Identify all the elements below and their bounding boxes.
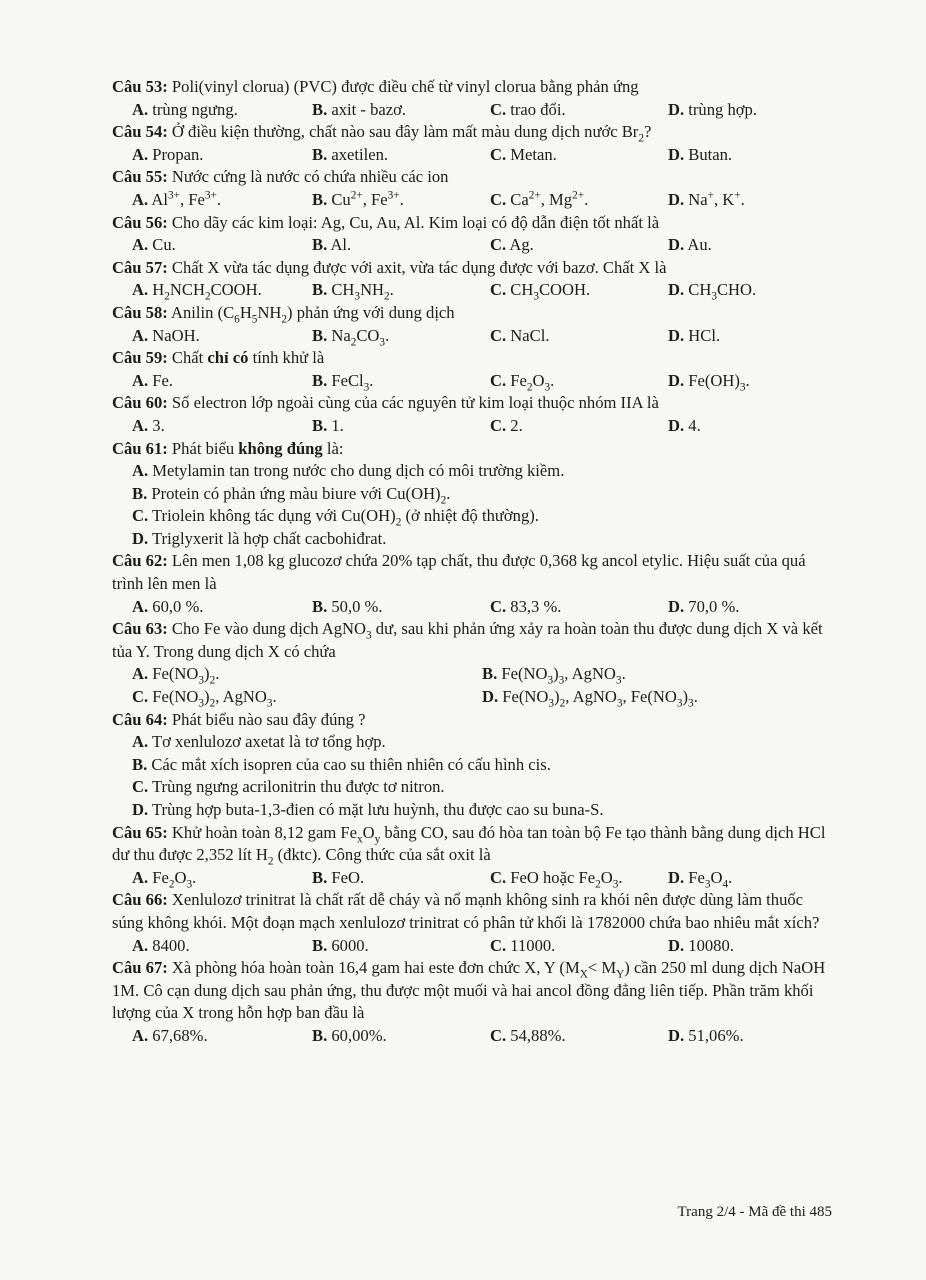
- option-label: D.: [668, 1025, 685, 1045]
- option-text: 3.: [148, 415, 165, 435]
- answer-option: [668, 144, 828, 167]
- option-label: D.: [668, 280, 685, 300]
- option-label: D.: [132, 528, 149, 548]
- question-text: Khử hoàn toàn 8,12 gam $Fe_xO_y$ bằng CO, sau đó hòa tan toàn bộ Fe tạo thành bằng dung dịch HCl dư thu được 2,352 lít $H_2$ (đktc). Công thức của sắt oxit là: [112, 822, 826, 868]
- option-label: B.: [312, 867, 328, 887]
- question-3: [112, 212, 832, 257]
- answer-option: [668, 370, 828, 393]
- option-text: HCl.: [684, 325, 721, 345]
- option-label: A.: [132, 415, 149, 435]
- question-stem: [112, 438, 832, 461]
- answer-option: [312, 234, 490, 257]
- options-row: [112, 144, 832, 167]
- question-14: [112, 957, 832, 1047]
- question-stem: [112, 76, 832, 99]
- answer-option: [668, 99, 828, 122]
- option-text: Trùng hợp buta-1,3-đien có mặt lưu huỳnh, thu được cao su buna-S.: [148, 800, 604, 819]
- option-text: axetilen.: [327, 144, 389, 164]
- answer-option: [132, 686, 482, 709]
- option-text: Trùng ngưng acrilonitrin thu được tơ nitron.: [148, 777, 445, 797]
- options-row: [112, 370, 832, 393]
- option-label: C.: [490, 235, 507, 255]
- options-row: [112, 935, 832, 958]
- option-label: C.: [490, 415, 507, 435]
- question-5: [112, 302, 832, 347]
- option-text: 60,00%.: [327, 1025, 387, 1045]
- options-row: [112, 415, 832, 438]
- answer-option: [490, 370, 668, 393]
- answer-option: [312, 325, 490, 348]
- option-text: Propan.: [148, 144, 204, 164]
- answer-option: [132, 189, 312, 212]
- option-text: 2.: [506, 415, 523, 435]
- answer-option: [668, 325, 828, 348]
- option-label: C.: [490, 99, 507, 119]
- options-row: [112, 99, 832, 122]
- option-label: C.: [490, 935, 507, 955]
- option-label: A.: [132, 596, 149, 616]
- question-number: Câu 55:: [112, 167, 168, 187]
- option-text: FeO.: [327, 867, 365, 887]
- question-stem: [112, 392, 832, 415]
- option-text: FeCl$_3$.: [327, 370, 374, 394]
- answer-option: [132, 867, 312, 890]
- question-13: [112, 889, 832, 957]
- answer-option: [132, 596, 312, 619]
- answer-option: [112, 483, 832, 506]
- answer-option: [490, 279, 668, 302]
- question-text: Phát biểu không đúng là:: [167, 438, 344, 458]
- option-label: B.: [312, 189, 328, 209]
- answer-option: [112, 776, 832, 799]
- option-text: Ag.: [506, 235, 534, 255]
- option-label: B.: [482, 664, 498, 684]
- question-number: Câu 54:: [112, 122, 168, 142]
- option-text: 10080.: [684, 935, 734, 955]
- answer-option: [312, 867, 490, 890]
- option-label: C.: [490, 867, 507, 887]
- option-text: Tơ xenlulozơ axetat là tơ tổng hợp.: [148, 732, 386, 752]
- question-stem: [112, 212, 832, 235]
- question-text: Chất chỉ có tính khử là: [167, 348, 325, 368]
- question-stem: [112, 347, 832, 370]
- question-4: [112, 257, 832, 302]
- option-text: $CH_3CHO$.: [684, 280, 757, 303]
- answer-option: [112, 731, 832, 754]
- options-row: [112, 279, 832, 302]
- answer-option: [112, 754, 832, 777]
- question-number: Câu 61:: [112, 438, 168, 458]
- option-text: 67,68%.: [148, 1025, 208, 1045]
- question-number: Câu 58:: [112, 302, 168, 322]
- question-stem: [112, 618, 832, 663]
- answer-option: [490, 144, 668, 167]
- question-stem: [112, 166, 832, 189]
- option-label: B.: [312, 280, 328, 300]
- question-1: [112, 121, 832, 166]
- question-text: Phát biểu nào sau đây đúng ?: [167, 709, 366, 729]
- option-label: C.: [132, 777, 149, 797]
- option-label: D.: [668, 99, 685, 119]
- question-12: [112, 822, 832, 890]
- answer-option: [312, 935, 490, 958]
- answer-option: [482, 663, 832, 686]
- option-text: $CH_3COOH$.: [506, 280, 591, 303]
- option-text: Protein có phản ứng màu biure với $Cu(OH)_2$.: [147, 483, 451, 506]
- answer-option: [312, 144, 490, 167]
- option-label: D.: [668, 189, 685, 209]
- option-text: 54,88%.: [506, 1025, 566, 1045]
- answer-option: [490, 867, 668, 890]
- option-text: Fe.: [148, 370, 174, 390]
- option-text: $Fe(NO_3)_3$, AgNO$_3$.: [497, 664, 626, 687]
- option-label: D.: [482, 687, 499, 707]
- option-label: D.: [668, 144, 685, 164]
- option-text: 6000.: [327, 935, 369, 955]
- option-label: B.: [312, 370, 328, 390]
- answer-option: [668, 867, 828, 890]
- option-label: C.: [132, 687, 149, 707]
- options-row: [112, 867, 832, 890]
- answer-option: [132, 1025, 312, 1048]
- option-text: 50,0 %.: [327, 596, 383, 616]
- question-number: Câu 66:: [112, 890, 168, 910]
- option-label: B.: [312, 935, 328, 955]
- question-text: Nước cứng là nước có chứa nhiều các ion: [167, 167, 449, 187]
- option-text: 11000.: [506, 935, 556, 955]
- option-text: $Al^{3+}$, $Fe^{3+}$.: [148, 189, 222, 209]
- answer-option: [132, 234, 312, 257]
- option-text: 1.: [327, 415, 344, 435]
- answer-option: [490, 596, 668, 619]
- option-text: trùng ngưng.: [148, 99, 238, 119]
- option-label: B.: [312, 325, 328, 345]
- answer-option: [132, 370, 312, 393]
- option-text: $Fe_2O_3$.: [148, 867, 197, 891]
- option-label: A.: [132, 461, 149, 481]
- option-text: trao đổi.: [506, 99, 566, 119]
- option-label: C.: [490, 144, 507, 164]
- option-text: Metylamin tan trong nước cho dung dịch có môi trường kiềm.: [148, 461, 565, 481]
- option-text: Na+, K+.: [684, 189, 745, 209]
- option-label: B.: [312, 144, 328, 164]
- option-text: axit - bazơ.: [327, 99, 407, 119]
- options-row: [112, 663, 832, 686]
- question-number: Câu 65:: [112, 822, 168, 842]
- answer-option: [312, 596, 490, 619]
- options-row: [112, 234, 832, 257]
- option-label: B.: [312, 596, 328, 616]
- question-text: Cho Fe vào dung dịch AgNO$_3$ dư, sau khi phản ứng xảy ra hoàn toàn thu được dung dịch X và kết tủa Y. Trong dung dịch X có chứa: [112, 619, 823, 661]
- option-label: D.: [668, 415, 685, 435]
- answer-option: [132, 663, 482, 686]
- answer-option: [668, 189, 828, 212]
- question-number: Câu 57:: [112, 257, 168, 277]
- option-label: D.: [668, 235, 685, 255]
- answer-option: [112, 799, 832, 822]
- option-text: $Fe(NO_3)_2$.: [148, 664, 220, 687]
- question-2: [112, 166, 832, 211]
- answer-option: [668, 1025, 828, 1048]
- option-text: Metan.: [506, 144, 557, 164]
- option-text: trùng hợp.: [684, 99, 757, 119]
- option-label: C.: [490, 280, 507, 300]
- answer-option: [490, 99, 668, 122]
- question-stem: [112, 121, 832, 144]
- option-label: C.: [132, 506, 149, 526]
- question-7: [112, 392, 832, 437]
- question-number: Câu 63:: [112, 619, 168, 639]
- option-text: Triglyxerit là hợp chất cacbohiđrat.: [148, 528, 387, 548]
- option-text: Triolein không tác dụng với $Cu(OH)_2$ (ở nhiệt độ thường).: [148, 506, 539, 529]
- question-stem: [112, 550, 832, 595]
- option-text: Au.: [684, 235, 712, 255]
- option-label: C.: [490, 189, 507, 209]
- question-text: Xà phòng hóa hoàn toàn 16,4 gam hai este đơn chức X, Y $(M_X< M_Y)$ cần 250 ml dung dịch NaOH 1M. Cô cạn dung dịch sau phản ứng, thu được một muối và hai ancol đồng đẳng liên tiếp. Phần trăm khối lượng của X trong hỗn hợp ban đầu là: [112, 958, 826, 1023]
- options-row: [112, 686, 832, 709]
- answer-option: [490, 935, 668, 958]
- option-label: B.: [312, 1025, 328, 1045]
- option-text: 83,3 %.: [506, 596, 562, 616]
- question-10: [112, 618, 832, 708]
- answer-option: [132, 279, 312, 302]
- option-text: Butan.: [684, 144, 733, 164]
- exam-page: [112, 76, 832, 1048]
- answer-option: [668, 279, 828, 302]
- answer-option: [132, 325, 312, 348]
- option-text: Cu.: [148, 235, 176, 255]
- answer-option: [490, 325, 668, 348]
- option-label: C.: [490, 596, 507, 616]
- option-label: A.: [132, 732, 149, 752]
- answer-option: [132, 99, 312, 122]
- question-number: Câu 64:: [112, 709, 168, 729]
- option-text: NaOH.: [148, 325, 200, 345]
- page-footer: Trang 2/4 - Mã đề thi 485: [677, 1204, 832, 1220]
- question-stem: [112, 822, 832, 867]
- options-row: [112, 596, 832, 619]
- options-row: [112, 189, 832, 212]
- question-text: Xenlulozơ trinitrat là chất rất dễ cháy và nổ mạnh không sinh ra khói nên được dùng làm thuốc súng không khói. Một đoạn mạch xenlulozơ trinitrat có phân tử khối là 1782000 chứa bao nhiêu mắt xích?: [112, 890, 820, 932]
- answer-option: [132, 935, 312, 958]
- option-label: D.: [668, 370, 685, 390]
- option-label: A.: [132, 370, 149, 390]
- options-row: [112, 325, 832, 348]
- answer-option: [112, 528, 832, 551]
- question-number: Câu 60:: [112, 393, 168, 413]
- option-text: $Cu^{2+}$, $Fe^{3+}$.: [327, 189, 404, 209]
- option-text: $Fe_2O_3$.: [506, 370, 555, 394]
- question-number: Câu 56:: [112, 212, 168, 232]
- option-text: 60,0 %.: [148, 596, 204, 616]
- option-text: $Fe(OH)_3$.: [684, 370, 750, 394]
- question-0: [112, 76, 832, 121]
- option-label: A.: [132, 99, 149, 119]
- option-label: C.: [490, 370, 507, 390]
- question-text: Chất X vừa tác dụng được với axit, vừa tác dụng được với bazơ. Chất X là: [167, 257, 667, 277]
- question-11: [112, 709, 832, 822]
- answer-option: [668, 596, 828, 619]
- answer-option: [312, 99, 490, 122]
- option-text: 8400.: [148, 935, 190, 955]
- question-6: [112, 347, 832, 392]
- option-label: B.: [312, 99, 328, 119]
- answer-option: [312, 415, 490, 438]
- option-text: 51,06%.: [684, 1025, 744, 1045]
- answer-option: [668, 415, 828, 438]
- question-stem: [112, 257, 832, 280]
- options-row: [112, 1025, 832, 1048]
- question-stem: [112, 957, 832, 1025]
- answer-option: [132, 144, 312, 167]
- answer-option: [668, 234, 828, 257]
- option-label: C.: [490, 1025, 507, 1045]
- option-label: A.: [132, 935, 149, 955]
- option-text: Al.: [327, 235, 352, 255]
- option-label: D.: [132, 800, 149, 819]
- option-label: B.: [312, 415, 328, 435]
- answer-option: [112, 505, 832, 528]
- answer-option: [490, 234, 668, 257]
- question-text: Lên men 1,08 kg glucozơ chứa 20% tạp chất, thu được 0,368 kg ancol etylic. Hiệu suất của quá trình lên men là: [112, 551, 806, 594]
- question-number: Câu 53:: [112, 77, 168, 96]
- answer-option: [490, 415, 668, 438]
- question-text: Số electron lớp ngoài cùng của các nguyên tử kim loại thuộc nhóm IIA là: [167, 393, 659, 413]
- answer-option: [132, 415, 312, 438]
- question-8: [112, 438, 832, 551]
- answer-option: [312, 189, 490, 212]
- question-number: Câu 67:: [112, 958, 168, 978]
- option-text: $Na_2CO_3$.: [327, 325, 390, 348]
- option-label: D.: [668, 867, 685, 887]
- answer-option: [312, 1025, 490, 1048]
- question-9: [112, 550, 832, 618]
- question-stem: [112, 302, 832, 325]
- question-stem: [112, 709, 832, 732]
- option-label: A.: [132, 1025, 149, 1045]
- option-label: A.: [132, 144, 149, 164]
- option-label: A.: [132, 325, 149, 345]
- option-label: A.: [132, 664, 149, 684]
- option-text: 70,0 %.: [684, 596, 740, 616]
- answer-option: [312, 279, 490, 302]
- option-label: A.: [132, 280, 149, 300]
- option-label: D.: [668, 325, 685, 345]
- option-text: FeO hoặc $Fe_2O_3$.: [506, 867, 623, 891]
- option-label: B.: [312, 235, 328, 255]
- option-text: $Fe(NO_3)_2$, AgNO$_3$, $Fe(NO_3)_3$.: [498, 687, 698, 710]
- option-label: C.: [490, 325, 507, 345]
- option-label: B.: [132, 483, 148, 503]
- question-text: Anilin $(C_6H_5NH_2)$ phản ứng với dung dịch: [167, 302, 455, 326]
- option-text: $Fe(NO_3)_2$, AgNO$_3$.: [148, 687, 277, 710]
- question-stem: [112, 889, 832, 934]
- answer-option: [482, 686, 832, 709]
- answer-option: [112, 460, 832, 483]
- option-label: A.: [132, 189, 149, 209]
- answer-option: [668, 935, 828, 958]
- option-text: $H_2NCH_2COOH$.: [148, 280, 262, 303]
- option-text: 4.: [684, 415, 701, 435]
- answer-option: [312, 370, 490, 393]
- option-text: NaCl.: [506, 325, 550, 345]
- option-label: B.: [132, 754, 148, 774]
- answer-option: [490, 1025, 668, 1048]
- question-text: Poli(vinyl clorua) (PVC) được điều chế từ vinyl clorua bằng phản ứng: [167, 77, 639, 96]
- option-label: D.: [668, 935, 685, 955]
- question-number: Câu 62:: [112, 551, 168, 571]
- option-label: A.: [132, 235, 149, 255]
- option-text: Các mắt xích isopren của cao su thiên nhiên có cấu hình cis.: [147, 754, 551, 774]
- option-label: A.: [132, 867, 149, 887]
- option-label: D.: [668, 596, 685, 616]
- option-text: $Ca^{2+}$, $Mg^{2+}$.: [506, 189, 589, 209]
- question-number: Câu 59:: [112, 348, 168, 368]
- option-text: $Fe_3O_4$.: [684, 867, 733, 891]
- question-text: Ở điều kiện thường, chất nào sau đây làm mất màu dung dịch nước $Br_2$?: [167, 122, 652, 145]
- answer-option: [490, 189, 668, 212]
- question-text: Cho dãy các kim loại: Ag, Cu, Au, Al. Kim loại có độ dẫn điện tốt nhất là: [167, 212, 660, 232]
- option-text: $CH_3NH_2$.: [327, 280, 394, 303]
